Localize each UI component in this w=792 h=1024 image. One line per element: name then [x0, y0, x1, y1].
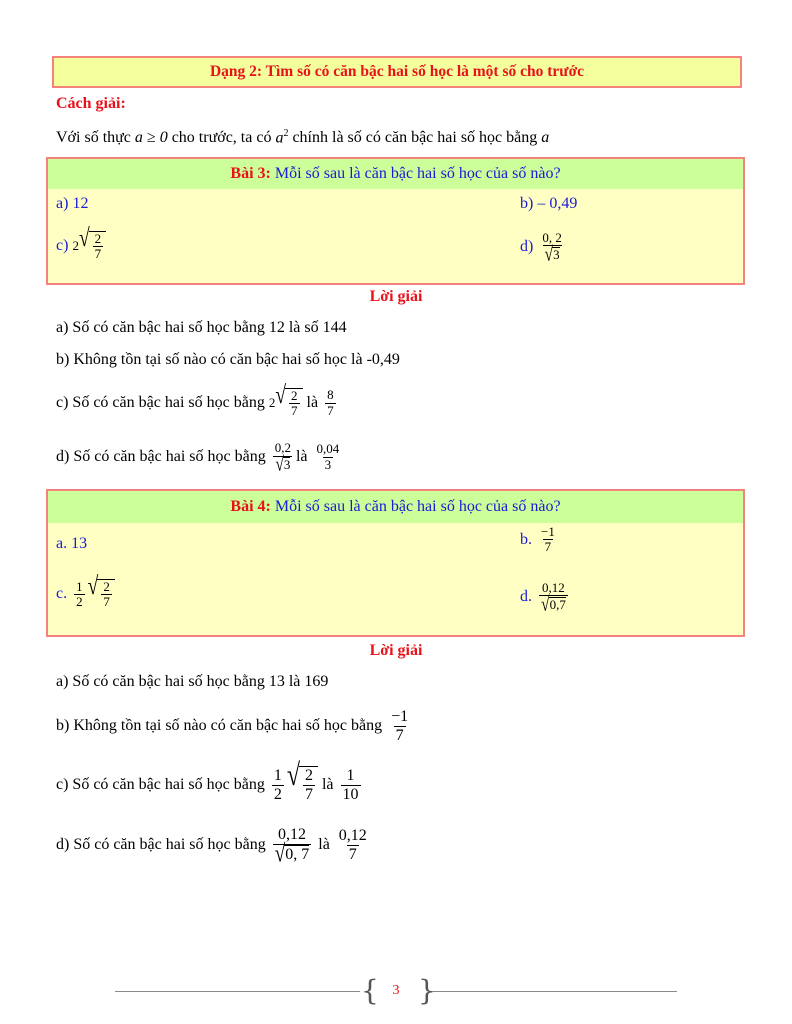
- exercise-4-question: Mỗi số sau là căn bậc hai số học của số nào?: [274, 498, 561, 515]
- exercise-3-header: [48, 159, 743, 189]
- solution-3-d: d) Số có căn bậc hai số học bằng 0,2 √ 3 là $\frac{0,04}{3}$: [56, 440, 340, 476]
- footer-bracket-left: {: [361, 974, 379, 1007]
- method-title: Cách giải:: [56, 95, 126, 112]
- exercise-3-item-a: a) 12: [56, 195, 89, 212]
- footer-bracket-right: }: [418, 974, 436, 1007]
- exercise-4-item-d: d. 0,12 √ 0,7: [520, 580, 566, 615]
- exercise-3-box: [46, 157, 745, 285]
- method-formula: $a^2$: [275, 128, 289, 147]
- method-var: a: [541, 129, 550, 146]
- method-text-part: Với số thực: [56, 129, 131, 146]
- page-number: 3: [392, 983, 400, 998]
- method-text: [56, 128, 549, 148]
- exercise-4-item-c: c. $\frac{1}{2}$ √ $\frac{2}{7}$: [56, 579, 115, 610]
- method-condition: a ≥ 0: [134, 129, 168, 146]
- exercise-3-item-b: b) – 0,49: [520, 195, 578, 212]
- solution-4-title: Lời giải: [369, 642, 423, 659]
- exercise-4-item-b: b. $\frac{-1}{7}$: [520, 524, 555, 555]
- solution-3-b: b) Không tồn tại số nào có căn bậc hai số học là -0,49: [56, 351, 400, 368]
- exercise-3-item-c: c) 2 √ $\frac{2}{7}$: [56, 231, 106, 262]
- method-text-part: cho trước, ta có: [171, 129, 272, 146]
- solution-3-a: a) Số có căn bậc hai số học bằng 12 là số 144: [56, 319, 347, 336]
- section-heading: Dạng 2: Tìm số có căn bậc hai số học là một số cho trước: [52, 56, 742, 88]
- solution-4-b: b) Không tồn tại số nào có căn bậc hai số học bằng $\frac{-1}{7}$: [56, 707, 409, 744]
- exercise-4-header: [48, 491, 743, 523]
- exercise-3-label: Bài 3:: [230, 165, 271, 182]
- exercise-3-question: Mỗi số sau là căn bậc hai số học của số nào?: [274, 165, 561, 182]
- solution-4-a: a) Số có căn bậc hai số học bằng 13 là 169: [56, 673, 329, 690]
- solution-4-c: c) Số có căn bậc hai số học bằng $\frac{1}{2}$ √ $\frac{2}{7}$ là $\frac{1}{10}$: [56, 759, 359, 803]
- solution-3-title: Lời giải: [369, 288, 423, 305]
- solution-4-d: d) Số có căn bậc hai số học bằng 0,12 √ 0, 7 là $\frac{0,12}{7}$: [56, 826, 367, 868]
- footer-rule-left: [115, 991, 360, 992]
- exercise-4-label: Bài 4:: [230, 498, 271, 515]
- footer-rule-right: [432, 991, 677, 992]
- exercise-4-box: [46, 489, 745, 637]
- solution-3-c: c) Số có căn bậc hai số học bằng 2 √ $\frac{2}{7}$ là $\frac{8}{7}$: [56, 381, 334, 418]
- exercise-4-item-a: a. 13: [56, 535, 88, 552]
- exercise-3-item-d: d) 0, 2 √ 3: [520, 230, 562, 265]
- method-text-part: chính là số có căn bậc hai số học bằng: [292, 129, 538, 146]
